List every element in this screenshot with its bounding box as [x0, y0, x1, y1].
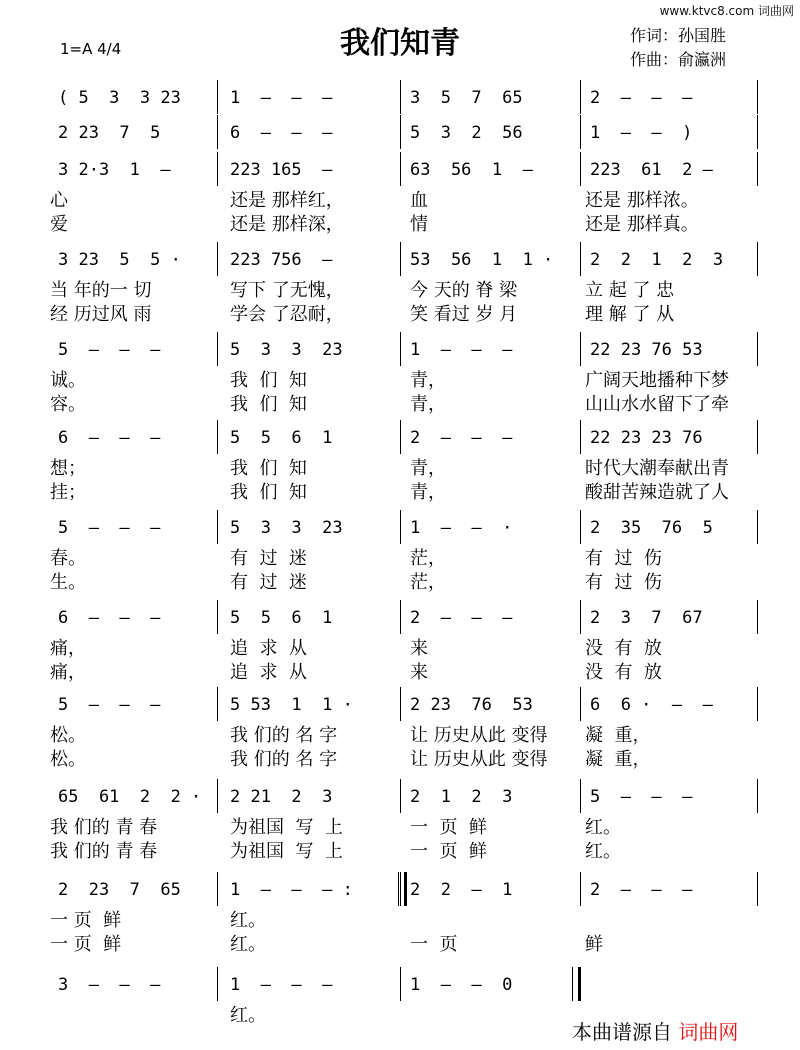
final-barline	[572, 967, 573, 1001]
lyric-line: 鲜	[585, 934, 603, 955]
measure-notes: 2 23 7 5	[58, 123, 161, 143]
lyric-line: 青，	[410, 370, 446, 391]
measure-notes: 5 3 3 23	[230, 340, 343, 360]
lyric-line: 广阔天地播种下梦	[585, 370, 729, 391]
measure-notes: 65 61 2 2 ·	[58, 787, 202, 807]
measure-notes: 2 1 2 3	[410, 787, 513, 807]
barline	[217, 420, 218, 454]
lyric-line: 痛，	[50, 638, 86, 659]
barline	[757, 510, 758, 544]
lyric-line: 青，	[410, 394, 446, 415]
measure-notes: 22 23 23 76	[590, 428, 703, 448]
lyric-line: 经 历过风 雨	[50, 304, 152, 325]
lyric-line: 爱	[50, 214, 68, 235]
barline	[757, 152, 758, 186]
barline	[400, 152, 401, 186]
barline	[400, 332, 401, 366]
barline	[580, 687, 581, 721]
barline	[217, 779, 218, 813]
key-signature: 1=A 4/4	[60, 40, 122, 58]
barline	[217, 242, 218, 276]
lyric-line: 凝 重，	[585, 725, 651, 746]
measure-notes: 2 — — —	[590, 880, 693, 900]
lyric-line: 理 解 了 从	[585, 304, 675, 325]
lyric-line: 想；	[50, 458, 86, 479]
lyric-line: 一 页 鲜	[50, 910, 122, 931]
lyric-line: 凝 重，	[585, 749, 651, 770]
lyric-line: 还是 那样红，	[230, 190, 344, 211]
lyric-line: 茫，	[410, 572, 446, 593]
measure-notes: 2 — — —	[590, 88, 693, 108]
barline	[400, 872, 401, 906]
measure-notes: 6 — — —	[58, 608, 161, 628]
measure-notes: 22 23 76 53	[590, 340, 703, 360]
song-title: 我们知青	[340, 26, 460, 61]
barline	[400, 687, 401, 721]
lyric-line: 一 页 鲜	[410, 841, 487, 862]
measure-notes: 53 56 1 1 ·	[410, 250, 554, 270]
lyric-line: 我 们 知	[230, 370, 307, 391]
measure-notes: 2 35 76 5	[590, 518, 713, 538]
lyric-line: 诚。	[50, 370, 86, 391]
composer: 作曲：俞瀛洲	[630, 50, 727, 69]
lyric-line: 挂；	[50, 482, 86, 503]
lyric-line: 一 页 鲜	[410, 817, 487, 838]
lyric-line: 红。	[585, 817, 621, 838]
lyric-line: 我 们 知	[230, 482, 307, 503]
measure-notes: 6 — — —	[58, 428, 161, 448]
measure-notes: 2 23 7 65	[58, 880, 181, 900]
measure-notes: 5 3 3 23	[230, 518, 343, 538]
measure-notes: 6 6 · — —	[590, 695, 713, 715]
barline	[400, 510, 401, 544]
measure-notes: 5 — — —	[590, 787, 693, 807]
lyric-line: 心	[50, 190, 68, 211]
barline	[757, 115, 758, 149]
barline	[757, 332, 758, 366]
measure-notes: 5 3 2 56	[410, 123, 523, 143]
barline	[217, 967, 218, 1001]
measure-notes: 2 21 2 3	[230, 787, 333, 807]
lyric-line: 我 们的 名 字	[230, 725, 338, 746]
measure-notes: 2 2 1 2 3	[590, 250, 724, 270]
lyric-line: 红。	[585, 841, 621, 862]
footer-source: 本曲谱源自	[572, 1020, 672, 1044]
lyricist: 作词：孙国胜	[630, 26, 727, 45]
lyric-line: 有 过 迷	[230, 572, 307, 593]
measure-notes: 2 3 7 67	[590, 608, 703, 628]
measure-notes: 3 23 5 5 ·	[58, 250, 181, 270]
barline	[580, 242, 581, 276]
lyric-line: 有 过 伤	[585, 572, 662, 593]
lyric-line: 没 有 放	[585, 662, 662, 683]
lyric-line: 我 们 知	[230, 458, 307, 479]
lyric-line: 痛，	[50, 662, 86, 683]
barline	[400, 600, 401, 634]
lyric-line: 酸甜苦辣造就了人	[585, 482, 729, 503]
lyric-line: 山山水水留下了牵	[585, 394, 729, 415]
measure-notes: 63 56 1 —	[410, 160, 533, 180]
website-watermark: www.ktvc8.com 词曲网	[659, 4, 794, 18]
lyric-line: 今 天的 脊 梁	[410, 280, 518, 301]
lyric-line: 春。	[50, 548, 86, 569]
barline	[580, 779, 581, 813]
lyric-line: 追 求 从	[230, 638, 307, 659]
lyric-line: 情	[410, 214, 428, 235]
lyric-line: 来	[410, 662, 428, 683]
measure-notes: 1 — — —	[410, 340, 513, 360]
lyric-line: 松。	[50, 749, 86, 770]
lyric-line: 红。	[230, 1005, 266, 1026]
barline	[580, 332, 581, 366]
measure-notes: 3 — — —	[58, 975, 161, 995]
lyric-line: 学会 了忍耐，	[230, 304, 344, 325]
lyric-line: 红。	[230, 934, 266, 955]
lyric-line: 立 起 了 忠	[585, 280, 675, 301]
measure-notes: 2 — — —	[410, 428, 513, 448]
lyric-line: 青，	[410, 458, 446, 479]
measure-notes: 1 — — — :	[230, 880, 353, 900]
barline	[400, 80, 401, 114]
barline	[217, 687, 218, 721]
barline	[580, 80, 581, 114]
lyric-line: 我 们的 名 字	[230, 749, 338, 770]
measure-notes: 5 5 6 1	[230, 608, 333, 628]
barline	[400, 242, 401, 276]
lyric-line: 让 历史从此 变得	[410, 749, 548, 770]
barline	[217, 510, 218, 544]
lyric-line: 有 过 迷	[230, 548, 307, 569]
repeat-barline	[404, 872, 407, 906]
lyric-line: 还是 那样浓。	[585, 190, 699, 211]
barline	[757, 420, 758, 454]
lyric-line: 有 过 伤	[585, 548, 662, 569]
lyric-line: 时代大潮奉献出青	[585, 458, 729, 479]
measure-notes: 6 — — —	[230, 123, 333, 143]
barline	[580, 420, 581, 454]
barline	[217, 115, 218, 149]
lyric-line: 一 页	[410, 934, 458, 955]
measure-notes: 1 — — )	[590, 123, 693, 143]
lyric-line: 茫，	[410, 548, 446, 569]
lyric-line: 还是 那样真。	[585, 214, 699, 235]
lyric-line: 青，	[410, 482, 446, 503]
barline	[580, 115, 581, 149]
barline	[217, 600, 218, 634]
measure-notes: 223 61 2 —	[590, 160, 713, 180]
lyric-line: 为祖国 写 上	[230, 817, 343, 838]
barline	[217, 332, 218, 366]
barline	[400, 967, 401, 1001]
measure-notes: 1 — — ·	[410, 518, 513, 538]
barline	[757, 872, 758, 906]
measure-notes: 5 5 6 1	[230, 428, 333, 448]
measure-notes: 5 — — —	[58, 695, 161, 715]
barline	[757, 779, 758, 813]
barline	[217, 80, 218, 114]
footer-brand: 词曲网	[678, 1020, 739, 1044]
barline	[400, 420, 401, 454]
lyric-line: 追 求 从	[230, 662, 307, 683]
lyric-line: 松。	[50, 725, 86, 746]
lyric-line: 我 们 知	[230, 394, 307, 415]
lyric-line: 我 们的 青 春	[50, 817, 158, 838]
lyric-line: 没 有 放	[585, 638, 662, 659]
barline	[400, 115, 401, 149]
lyric-line: 当 年的一 切	[50, 280, 152, 301]
measure-notes: 2 — — —	[410, 608, 513, 628]
barline	[580, 872, 581, 906]
measure-notes: 3 2·3 1 —	[58, 160, 171, 180]
lyric-line: 来	[410, 638, 428, 659]
measure-notes: 3 5 7 65	[410, 88, 523, 108]
lyric-line: 容。	[50, 394, 86, 415]
lyric-line: 生。	[50, 572, 86, 593]
barline	[217, 152, 218, 186]
barline	[757, 80, 758, 114]
lyric-line: 让 历史从此 变得	[410, 725, 548, 746]
barline	[580, 152, 581, 186]
measure-notes: 5 53 1 1 ·	[230, 695, 353, 715]
lyric-line: 为祖国 写 上	[230, 841, 343, 862]
lyric-line: 写下 了无愧，	[230, 280, 344, 301]
measure-notes: ( 5 3 3 23	[58, 88, 181, 108]
footer	[572, 1016, 738, 1045]
lyric-line: 一 页 鲜	[50, 934, 122, 955]
lyric-line: 我 们的 青 春	[50, 841, 158, 862]
measure-notes: 223 165 —	[230, 160, 333, 180]
measure-notes: 223 756 —	[230, 250, 333, 270]
repeat-barline	[398, 872, 399, 906]
lyric-line: 还是 那样深，	[230, 214, 344, 235]
barline	[757, 600, 758, 634]
credits	[630, 24, 726, 72]
measure-notes: 5 — — —	[58, 340, 161, 360]
barline	[757, 242, 758, 276]
measure-notes: 2 2 — 1	[410, 880, 513, 900]
lyric-line: 笑 看过 岁 月	[410, 304, 518, 325]
final-barline	[578, 967, 581, 1001]
barline	[580, 600, 581, 634]
lyric-line: 红。	[230, 910, 266, 931]
lyric-line: 血	[410, 190, 428, 211]
measure-notes: 1 — — —	[230, 975, 333, 995]
measure-notes: 1 — — —	[230, 88, 333, 108]
barline	[757, 687, 758, 721]
barline	[217, 872, 218, 906]
barline	[580, 510, 581, 544]
measure-notes: 1 — — 0	[410, 975, 513, 995]
measure-notes: 5 — — —	[58, 518, 161, 538]
barline	[400, 779, 401, 813]
measure-notes: 2 23 76 53	[410, 695, 533, 715]
